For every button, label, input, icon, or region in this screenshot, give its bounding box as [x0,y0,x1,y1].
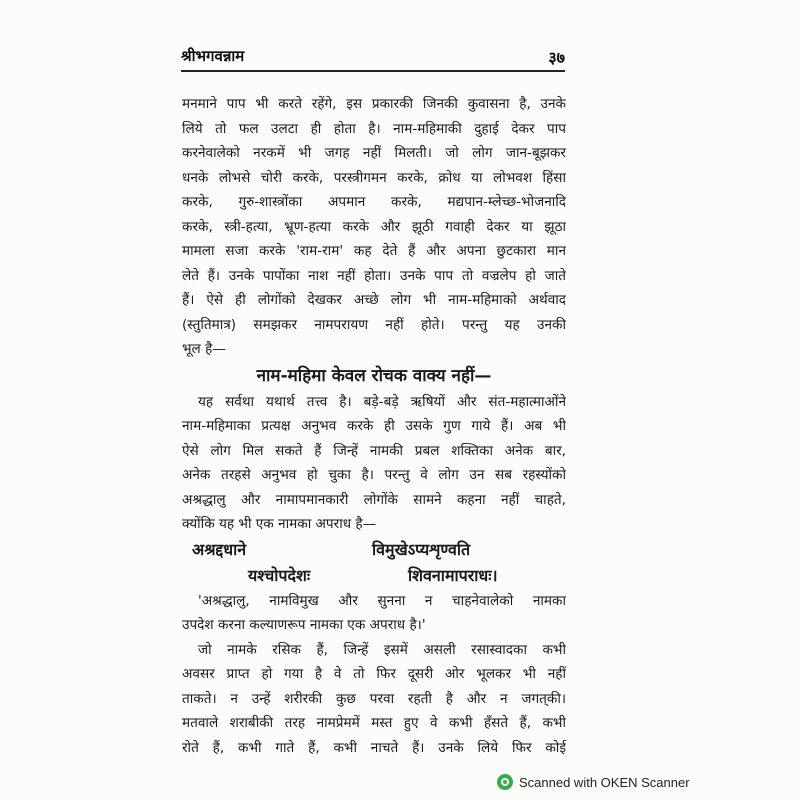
verse-word: शिवनामापराधः। [408,565,498,585]
text-line: हैं। ऐसे ही लोगोंको देखकर अच्छे लोग भी नाम-महिमाको अर्थवाद [182,292,566,308]
page-number: ३७ [548,48,565,67]
oken-scanner-logo-icon [497,774,513,790]
text-line: 'अश्रद्धालु, नामविमुख और सुनना न चाहनेवालेको नामका [198,592,566,609]
text-line: मतवाले शराबीकी तरह नामप्रेममें मस्त हुए वे कभी हँसते हैं, कभी [182,715,566,731]
text-line: क्योंकि यह भी एक नामका अपराध है— [182,516,377,532]
scanner-watermark-text: Scanned with OKEN Scanner [519,774,690,790]
body-text [182,92,566,760]
text-line: अनेक तरहसे अनुभव हो चुका है। परन्तु वे लोग उन सब रहस्योंको [182,467,566,483]
header-rule [181,70,565,72]
text-line: करके, स्त्री-हत्या, भ्रूण-हत्या करके और झूठी गवाही देकर या झूठा [182,218,566,235]
running-head: श्रीभगवन्नाम [181,47,245,65]
text-line: धनके लोभसे चोरी करके, परस्त्रीगमन करके, क्रोध या लोभवश हिंसा [182,169,566,186]
text-line: मनमाने पाप भी करते रहेंगे, इस प्रकारकी जिनकी कुवासना है, उनके [182,96,566,112]
text-line: लेते हैं। उनके पापोंका नाश नहीं होता। उनके पाप तो वज्रलेप हो जाते [182,267,566,284]
text-line: (स्तुतिमात्र) समझकर नामपरायण नहीं होते। परन्तु यह उनकी [182,316,566,333]
text-line: लिये तो फल उलटा ही होता है। नाम-महिमाकी दुहाई देकर पाप [182,120,566,137]
text-line: ताकते। न उन्हें शरीरकी कुछ परवा रहती है और न जगत्‌की। [182,690,566,707]
text-line: मामला सजा करके 'राम-राम' कह देते हैं और अपना छुटकारा मान [182,243,566,259]
text-line: अवसर प्राप्त हो गया है वे तो फिर दूसरी ओर भूलकर भी नहीं [182,666,566,682]
verse-line-2 [182,563,566,589]
text-line: जो नामके रसिक हैं, जिन्हें इसमें असली रसास्वादका कभी [198,641,566,658]
text-line: यह सर्वथा यथार्थ तत्त्व है। बड़े-बड़े ऋषियों और संत-महात्माओंने [198,393,566,410]
text-line: ऐसे लोग मिल सकते हैं जिन्हें नामकी प्रबल शक्तिका अनेक बार, [182,442,566,459]
scanner-watermark [497,772,690,792]
text-line: रोते हैं, कभी गाते हैं, कभी नाचते हैं। उनके लिये फिर कोई [182,739,566,756]
verse-line-1 [182,537,566,563]
verse-word: यश्चोपदेशः [248,565,311,585]
text-line: उपदेश करना कल्याणरूप नामका एक अपराध है।' [182,617,426,633]
text-line: अश्रद्धालु और नामापमानकारी लोगोंके सामने कहना नहीं चाहते, [182,491,566,508]
text-line: भूल है— [182,341,226,357]
verse-word: अश्रद्दधाने [192,539,247,559]
page-header [181,46,565,68]
text-line: करनेवालेको नरकमें भी जगह नहीं मिलती। जो लोग जान-बूझकर [182,145,566,161]
section-heading: नाम-महिमा केवल रोचक वाक्य नहीं— [256,365,492,386]
text-line: करके, गुरु-शास्त्रोंका अपमान करके, मद्यपान-म्लेच्छ-भोजनादि [182,194,566,210]
text-line: नाम-महिमाका प्रत्यक्ष अनुभव करके ही उसके गुण गाये हैं। अब भी [182,418,566,434]
verse-word: विमुखेऽप्यशृण्वति [372,539,471,559]
